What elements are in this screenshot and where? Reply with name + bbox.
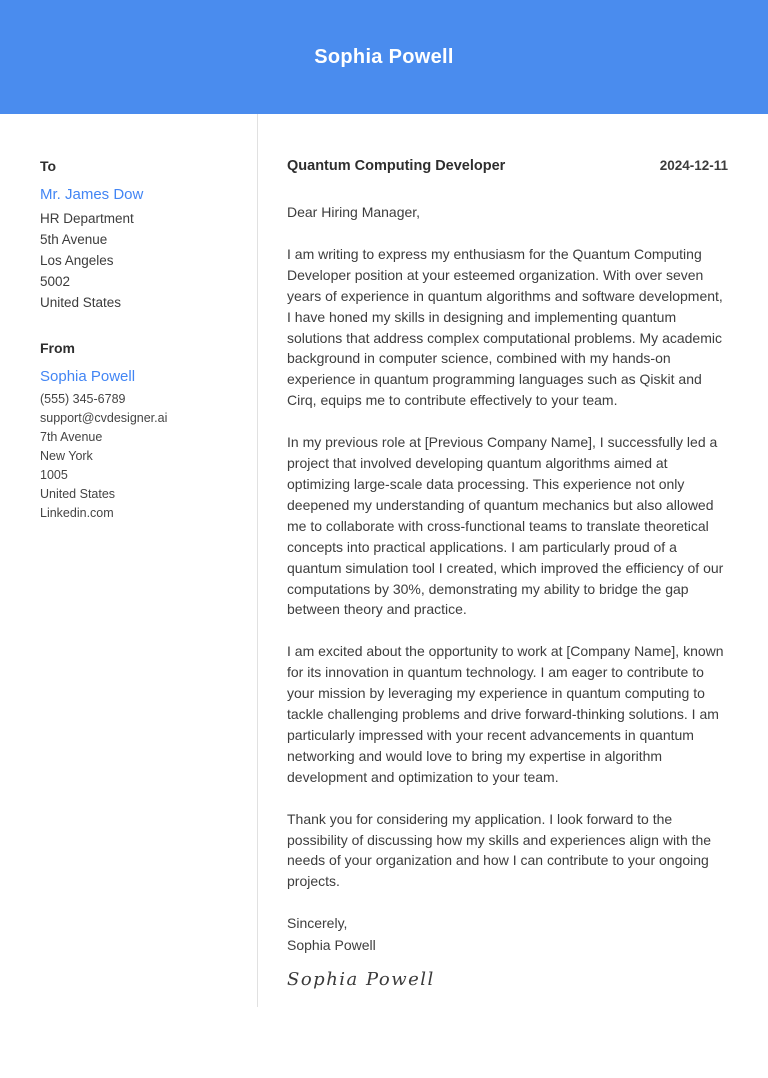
letter-main	[258, 114, 768, 1007]
letter-paragraph-1: I am writing to express my enthusiasm for the Quantum Computing Developer position at your esteemed organization. With over seven years of experience in quantum algorithms and software development, I have honed my skills in designing and implementing quantum solutions that address complex computational problems. My academic background in computer science, combined with my hands-on experience in quantum programming languages such as Qiskit and Cirq, equips me to contribute effectively to your team.	[287, 245, 723, 409]
contact-sidebar	[0, 114, 258, 1007]
letter-paragraph-3: I am excited about the opportunity to work at [Company Name], known for its innovation in quantum technology. I am eager to contribute to your mission by leveraging my experience in quantum computing to tackle challenging problems and drive forward-thinking solutions. I am particularly impressed with your recent advancements in quantum networking and would love to bring my expertise in algorithm development and optimization to your team.	[287, 643, 724, 785]
recipient-postal-code: 5002	[40, 274, 71, 289]
recipient-department: HR Department	[40, 211, 134, 226]
sender-linkedin: Linkedin.com	[40, 506, 114, 520]
sender-country: United States	[40, 487, 116, 501]
header-banner	[0, 0, 768, 114]
sender-section	[40, 340, 237, 523]
recipient-city: Los Angeles	[40, 253, 114, 268]
closing-word: Sincerely,	[287, 915, 348, 932]
recipient-name-link[interactable]: Mr. James Dow	[40, 186, 144, 203]
sender-label: From	[40, 340, 75, 356]
closing-block	[287, 913, 728, 956]
sender-postal-code: 1005	[40, 468, 68, 482]
recipient-label: To	[40, 158, 57, 174]
job-title: Quantum Computing Developer	[287, 158, 506, 174]
recipient-section	[40, 158, 237, 313]
letter-head	[287, 158, 728, 174]
letter-paragraph-4: Thank you for considering my application. I look forward to the possibility of discussing how my skills and experiences align with the needs of your organization and how I can contribute to your ongoing projects.	[287, 810, 712, 890]
sender-email: support@cvdesigner.ai	[40, 411, 168, 425]
signature-script: Sophia Powell	[287, 969, 435, 991]
salutation: Dear Hiring Manager,	[287, 204, 421, 220]
sender-name-link[interactable]: Sophia Powell	[40, 368, 136, 385]
letter-paragraph-2: In my previous role at [Previous Company Name], I successfully led a project that involved developing quantum algorithms aimed at optimizing large-scale data processing. This experience not only deepened my understanding of quantum mechanics but also allowed me to collaborate with cross-functional teams to translate theoretical concepts into practical applications. I am particularly proud of a quantum simulation tool I created, which improved the efficiency of our computations by 30%, demonstrating my ability to bridge the gap between theory and practice.	[287, 434, 724, 618]
recipient-country: United States	[40, 295, 122, 310]
header-name: Sophia Powell	[314, 45, 454, 68]
content-columns	[0, 114, 768, 1007]
sender-street: 7th Avenue	[40, 430, 103, 444]
sender-phone: (555) 345-6789	[40, 392, 126, 406]
recipient-street: 5th Avenue	[40, 232, 108, 247]
sender-city: New York	[40, 449, 93, 463]
closing-name: Sophia Powell	[287, 936, 376, 953]
letter-date: 2024-12-11	[659, 158, 728, 173]
